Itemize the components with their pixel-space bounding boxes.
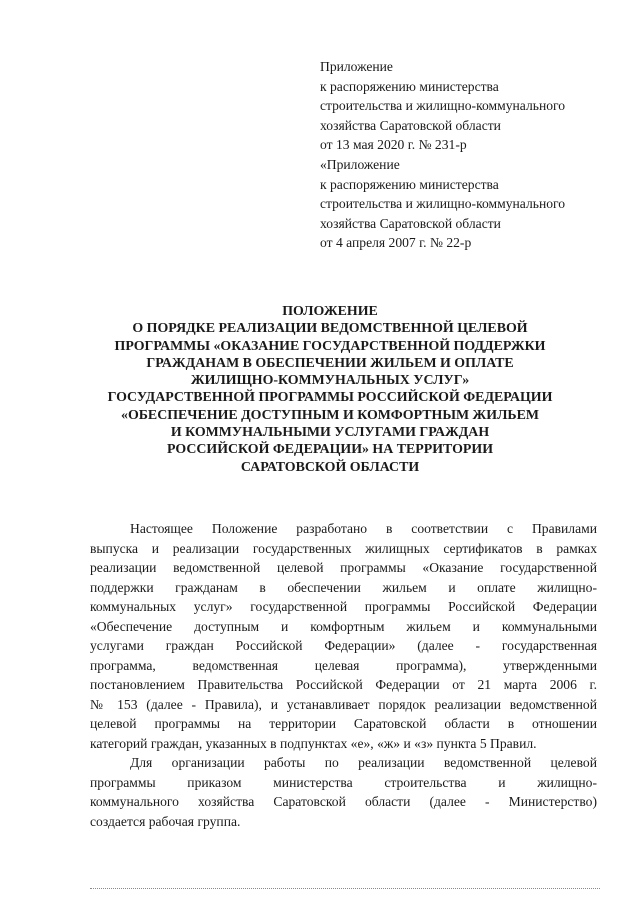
paragraph-1-line-11: целевой программы на территории Саратовской области в отношении [90,716,597,731]
document-title [60,303,600,476]
paragraph-1-line-3: реализации ведомственной целевой программы «Оказание государственной [90,560,597,575]
title-line-2: О ПОРЯДКЕ РЕАЛИЗАЦИИ ВЕДОМСТВЕННОЙ ЦЕЛЕВОЙ [132,321,528,337]
paragraph-1-line-12: категорий граждан, указанных в подпунктах «е», «ж» и «з» пункта 5 Правил. [90,735,537,751]
title-line-10: САРАТОВСКОЙ ОБЛАСТИ [240,459,420,475]
paragraph-1-line-4: поддержки гражданам в обеспечении жильем и оплате жилищно- [90,579,597,595]
annex-current-line-1: Приложение [320,59,393,74]
annex-original-line-4: хозяйства Саратовской области [320,215,501,231]
title-line-1: ПОЛОЖЕНИЕ [282,304,378,319]
annex-original-line-3: строительства и жилищно-коммунального [320,196,566,211]
paragraph-1-line-10: № 153 (далее - Правила), и устанавливает порядок реализации ведомственной [90,696,597,712]
paragraph-1-line-2: выпуска и реализации государственных жилищных сертификатов в рамках [90,540,597,556]
annex-original-line-2: к распоряжению министерства [320,176,499,192]
title-line-7: «ОБЕСПЕЧЕНИЕ ДОСТУПНЫМ И КОМФОРТНЫМ ЖИЛЬЕМ [121,407,539,423]
paragraph-2-line-2: программы приказом министерства строительства и жилищно- [90,774,597,790]
paragraph-2-line-4: создается рабочая группа. [90,813,241,829]
paragraph-1-line-8: программа, ведомственная целевая программа), утвержденными [90,657,597,673]
paragraph-2-line-3: коммунального хозяйства Саратовской области (далее - Министерство) [90,794,597,809]
paragraph-1-line-7: услугами граждан Российской Федерации» (далее - государственная [90,638,597,653]
title-line-9: РОССИЙСКОЙ ФЕДЕРАЦИИ» НА ТЕРРИТОРИИ [166,442,494,458]
annex-current-line-2: к распоряжению министерства [320,78,499,94]
annex-original-block [320,155,620,253]
annex-original-line-5: от 4 апреля 2007 г. № 22-р [320,235,472,250]
title-line-6: ГОСУДАРСТВЕННОЙ ПРОГРАММЫ РОССИЙСКОЙ ФЕДЕРАЦИИ [107,390,553,406]
annex-current-line-4: хозяйства Саратовской области [320,117,501,133]
annex-current-line-5: от 13 мая 2020 г. № 231-р [320,137,467,152]
annex-original-line-1: «Приложение [320,157,400,172]
paragraph-1-line-5: коммунальных услуг» государственной программы Российской Федерации [90,599,597,614]
title-line-3: ПРОГРАММЫ «ОКАЗАНИЕ ГОСУДАРСТВЕННОЙ ПОДДЕРЖКИ [114,338,546,354]
paragraph-2-line-1: Для организации работы по реализации ведомственной целевой [130,755,597,770]
paragraph-1-line-9: постановлением Правительства Российской Федерации от 21 марта 2006 г. [90,677,597,692]
paragraph-1 [90,519,597,753]
page-bottom-rule [90,888,600,889]
annex-current-line-3: строительства и жилищно-коммунального [320,98,566,113]
paragraph-1-line-6: «Обеспечение доступным и комфортным жильем и коммунальными [90,618,597,634]
title-line-5: ЖИЛИЩНО-КОММУНАЛЬНЫХ УСЛУГ» [190,373,470,389]
title-line-4: ГРАЖДАНАМ В ОБЕСПЕЧЕНИИ ЖИЛЬЕМ И ОПЛАТЕ [146,355,514,371]
paragraph-2 [90,753,597,831]
paragraph-1-line-1: Настоящее Положение разработано в соответствии с Правилами [130,521,597,536]
annex-current-block [320,57,620,155]
title-line-8: И КОММУНАЛЬНЫМИ УСЛУГАМИ ГРАЖДАН [170,425,490,441]
document-body [90,519,597,831]
